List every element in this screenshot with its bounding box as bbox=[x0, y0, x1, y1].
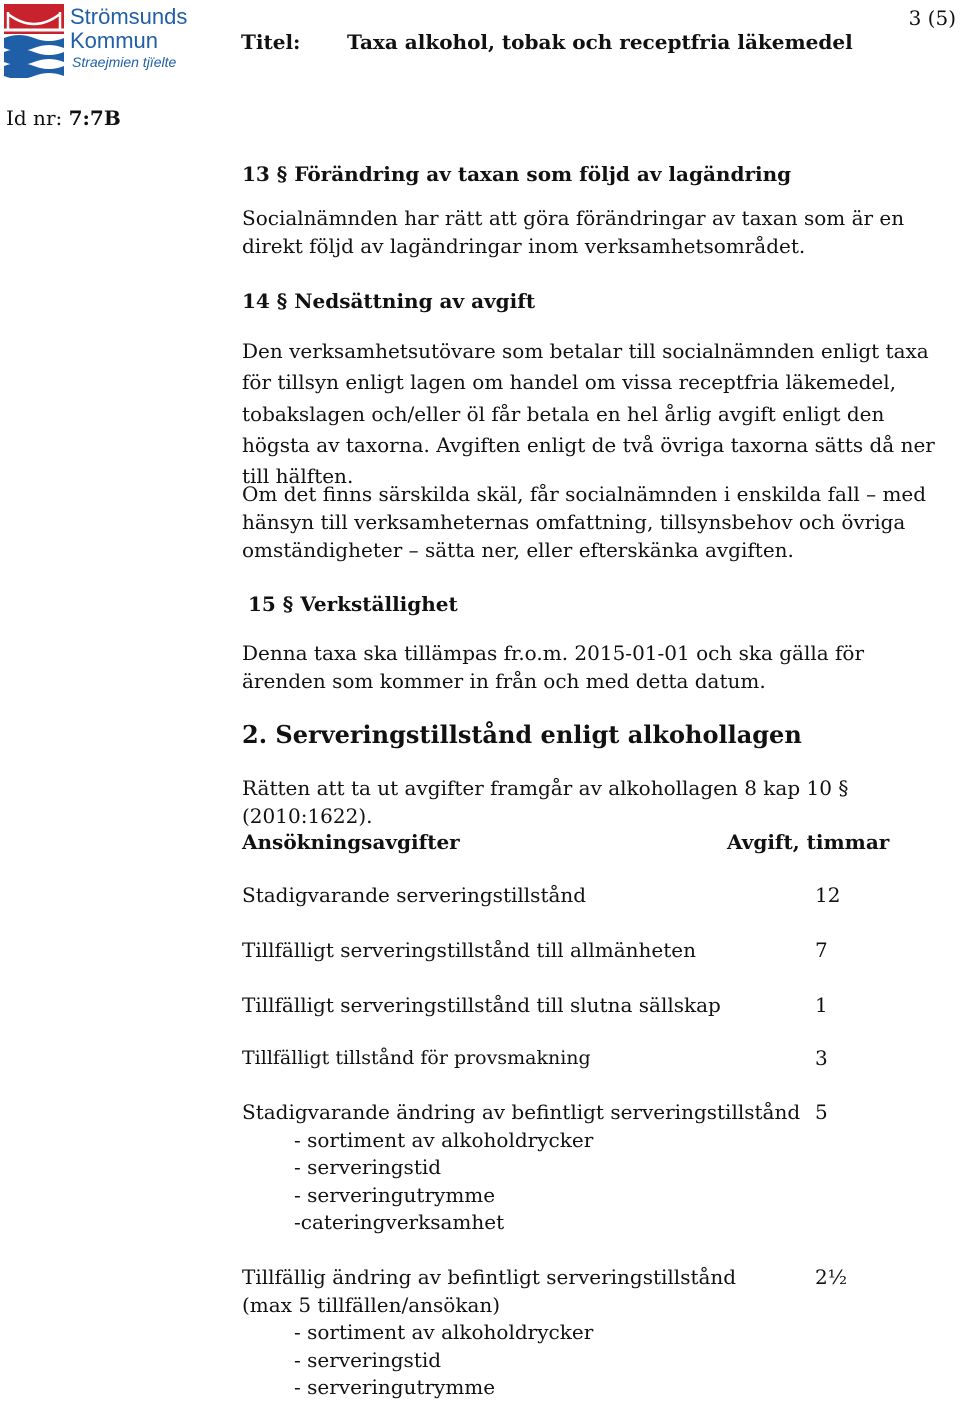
table-row-label: Stadigvarande ändring av befintligt serveringstillstånd bbox=[242, 1100, 801, 1124]
list-item: - sortiment av alkoholdrycker bbox=[294, 1127, 594, 1152]
table-row-value: 1 bbox=[815, 993, 828, 1017]
table-row-label: Tillfälligt tillstånd för provsmakning bbox=[242, 1047, 591, 1069]
table-row-value: 12 bbox=[815, 883, 841, 907]
municipality-logo bbox=[4, 2, 194, 82]
section-15-text: Denna taxa ska tillämpas fr.o.m. 2015-01-01 och ska gälla för ärenden som kommer in från och med detta datum. bbox=[242, 641, 865, 693]
logo-name-line1: Strömsunds bbox=[70, 4, 188, 29]
page-number: 3 (5) bbox=[908, 6, 956, 30]
table-row-5 bbox=[242, 1099, 800, 1237]
id-label: Id nr: bbox=[6, 106, 63, 130]
id-value: 7:7B bbox=[68, 106, 121, 130]
section-15-heading: 15 § Verkställighet bbox=[248, 592, 458, 616]
title-label: Titel: bbox=[241, 30, 301, 54]
table-row-label: Tillfälligt serveringstillstånd till allmänheten bbox=[242, 938, 696, 962]
logo-subtitle: Straejmien tjïelte bbox=[72, 54, 177, 70]
table-row-value: 5 bbox=[815, 1100, 828, 1124]
list-item: -cateringverksamhet bbox=[294, 1210, 505, 1234]
section-13-text: Socialnämnden har rätt att göra förändringar av taxan som är en direkt följd av lagändringar inom verksamhetsområdet. bbox=[242, 206, 905, 258]
id-number bbox=[6, 106, 121, 130]
table-row-label: Tillfällig ändring av befintligt serveringstillstånd bbox=[242, 1265, 737, 1289]
col-header-applications: Ansökningsavgifter bbox=[242, 830, 460, 854]
table-row-label: Tillfälligt serveringstillstånd till slutna sällskap bbox=[242, 993, 721, 1017]
part-2-heading: 2. Serveringstillstånd enligt alkohollagen bbox=[242, 720, 802, 749]
list-item: - serveringstid bbox=[294, 1347, 442, 1372]
part-2-text: Rätten att ta ut avgifter framgår av alkohollagen 8 kap 10 § (2010:1622). bbox=[242, 776, 849, 828]
table-row-label-note: (max 5 tillfällen/ansökan) bbox=[242, 1292, 501, 1317]
section-13-heading: 13 § Förändring av taxan som följd av lagändring bbox=[242, 162, 792, 186]
table-row-6 bbox=[242, 1264, 736, 1402]
section-14-heading: 14 § Nedsättning av avgift bbox=[242, 289, 536, 313]
list-item: - serveringutrymme bbox=[294, 1182, 496, 1207]
table-row-label: Stadigvarande serveringstillstånd bbox=[242, 883, 587, 907]
col-header-fee-hours: Avgift, timmar bbox=[727, 830, 890, 854]
table-row-value: 3 bbox=[815, 1046, 828, 1070]
list-item: - sortiment av alkoholdrycker bbox=[294, 1320, 594, 1344]
table-row-value: 2½ bbox=[815, 1265, 848, 1289]
logo-name-line2: Kommun bbox=[70, 28, 159, 53]
section-14-text-2: Om det finns särskilda skäl, får socialnämnden i enskilda fall – med hänsyn till verksamheternas omfattning, tillsynsbehov och övriga omständigheter – sätta ner, eller efterskänka avgiften. bbox=[242, 482, 927, 562]
list-item: - serveringutrymme bbox=[294, 1375, 496, 1399]
document-title: Taxa alkohol, tobak och receptfria läkemedel bbox=[347, 30, 853, 54]
bridge-logo-icon bbox=[4, 4, 64, 78]
list-item: - serveringstid bbox=[294, 1155, 442, 1179]
section-14-text-1: Den verksamhetsutövare som betalar till socialnämnden enligt taxa för tillsyn enligt lagen om handel om vissa receptfria läkemedel, tobakslagen och/eller öl får betala en hel årlig avgift enligt den högsta av taxorna. Avgiften enligt de två övriga taxorna sätts då ner till hälften. bbox=[242, 339, 935, 489]
table-row-value: 7 bbox=[815, 938, 828, 962]
